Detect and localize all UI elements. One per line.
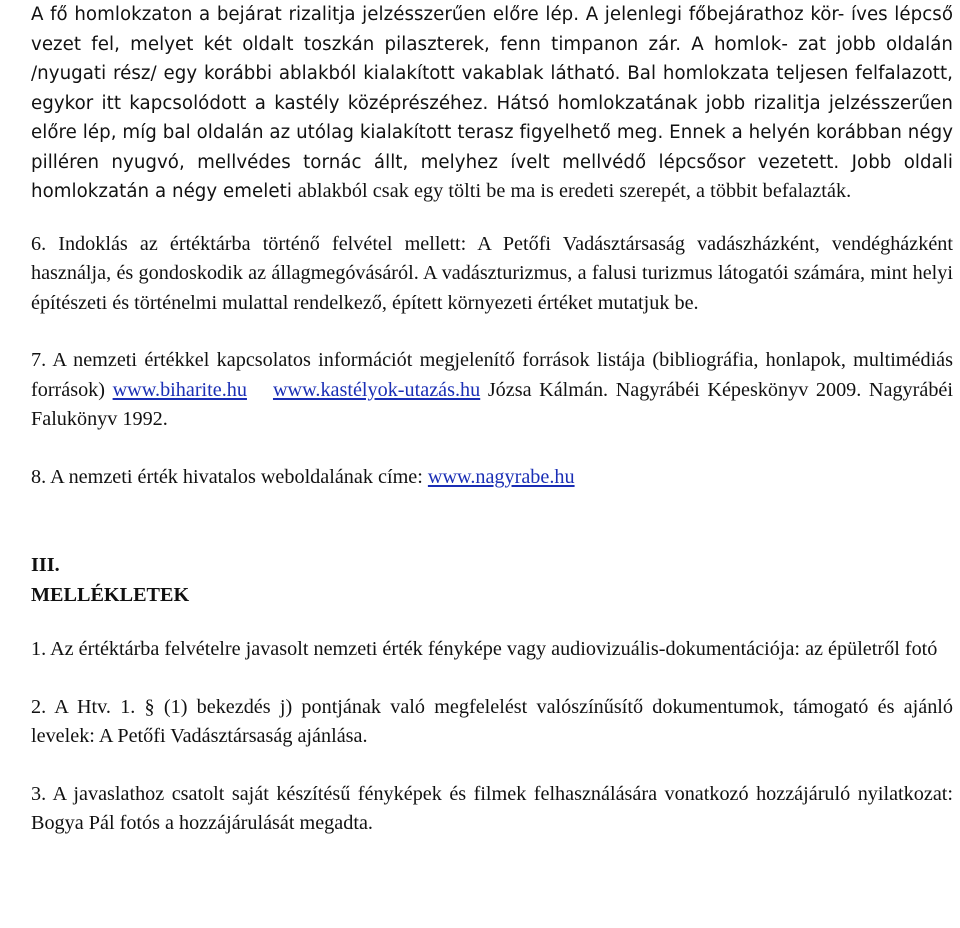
chapter-number: III. xyxy=(31,554,60,576)
section-7-text: 7. A nemzeti értékkel kapcsolatos információt megjelenítő források listája (bibliográfia, honlapok, multimédiás források) xyxy=(31,349,953,401)
intro-line: íves lépcső vezet fel, melyet két oldalt toszkán pilaszterek, fenn timpanon zár. A homlok- xyxy=(31,4,954,55)
nagyrabe-link[interactable]: www.nagyrabe.hu xyxy=(427,465,575,488)
section-6-paragraph: 6. Indoklás az értéktárba történő felvétel mellett: A Petőfi Vadásztársaság vadászházként, vendégházként használja, és gondoskodik az állagmegóvásáról. A vadászturizmus, a falusi turizmus látogatói számára, mint helyi építészeti és történelmi mulattal rendelkező, épített környezeti értéket mutatjuk be. xyxy=(31,232,953,314)
kastelyok-utazas-link[interactable]: www.kastélyok-utazás.hu xyxy=(272,378,481,401)
document-page xyxy=(31,0,953,839)
intro-line: homlokzata teljesen felfalazott, egykor itt kapcsolódott a kastély középrészéhez. Hátsó xyxy=(31,63,953,114)
intro-line: zat jobb oldalán /nyugati rész/ egy korábbi ablakból kialakított vakablak látható. Bal xyxy=(31,33,953,84)
intro-line: terasz figyelhető meg. Ennek a helyén korábban négy pilléren nyugvó, mellvédes tornác xyxy=(31,122,954,173)
intro-paragraph xyxy=(31,0,953,207)
section-8-text: 8. A nemzeti érték hivatalos weboldalának címe: xyxy=(31,465,428,488)
biharite-link[interactable]: www.biharite.hu xyxy=(112,378,247,401)
intro-line: állt, melyhez ívelt mellvédő lépcsősor vezetett. Jobb oldali homlokzatán a négy emeleti xyxy=(31,151,954,202)
attachment-item: 1. Az értéktárba felvételre javasolt nemzeti érték fényképe vagy audiovizuális-dokumentációja: az épületről fotó xyxy=(31,638,938,660)
section-8-paragraph xyxy=(31,463,953,493)
attachment-item: 2. A Htv. 1. § (1) bekezdés j) pontjának való megfelelést valószínűsítő dokumentumok, támogató és ajánló levelek: A Petőfi Vadásztársaság ajánlása. xyxy=(31,695,953,747)
intro-line: A fő homlokzaton a bejárat rizalitja jelzésszerűen előre lép. A jelenlegi főbejárathoz kör- xyxy=(31,4,845,25)
attachment-item: 3. A javaslathoz csatolt saját készítésű fényképek és filmek felhasználására vonatkozó hozzájáruló nyilatkozat: Bogya Pál fotós a hozzájárulását megadta. xyxy=(31,782,953,834)
chapter-heading xyxy=(31,550,953,610)
section-7-sources: Józsa Kálmán. Nagyrábéi Képeskönyv 2009. Nagyrábéi Falukönyv 1992. xyxy=(31,378,953,430)
intro-line: ablakból csak egy tölti be ma is eredeti szerepét, a többit befalazták. xyxy=(297,180,852,202)
chapter-title: MELLÉKLETEK xyxy=(31,584,190,606)
section-7-paragraph xyxy=(31,346,953,435)
intro-line: homlokzatának jobb rizalitja jelzésszerűen előre lép, míg bal oldalán az utólag kialakított xyxy=(31,92,953,143)
